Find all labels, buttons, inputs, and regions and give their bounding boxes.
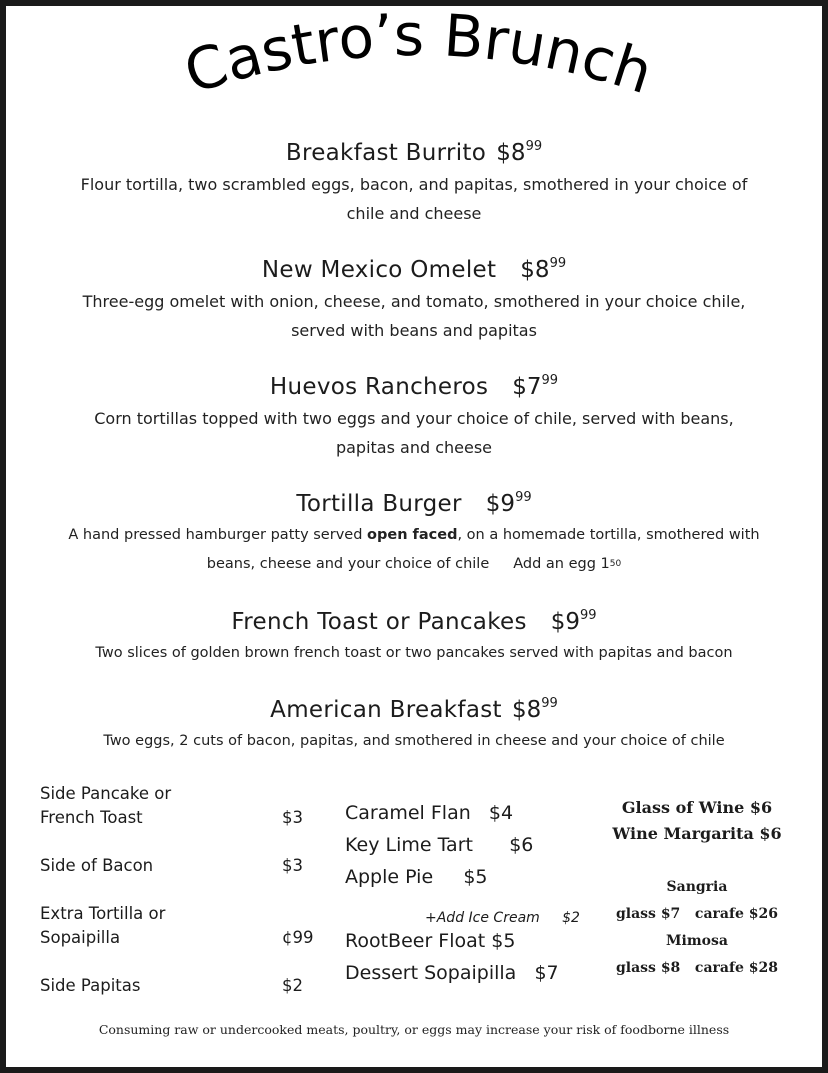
svg-text:Castro’s Brunch bbox=[176, 6, 660, 107]
menu-item-breakfast-burrito bbox=[6, 140, 822, 228]
food-safety-disclaimer: Consuming raw or undercooked meats, poultry, or eggs may increase your risk of foodborne illness bbox=[98, 1022, 730, 1037]
side-item-bacon: Side of Bacon $3 bbox=[40, 854, 310, 878]
menu-title-arc bbox=[6, 6, 822, 146]
menu-item-french-toast-or-pancakes bbox=[6, 609, 822, 668]
side-price: $3 bbox=[282, 856, 303, 875]
menu-title bbox=[6, 6, 822, 146]
dessert-caramel-flan: Caramel Flan $4 bbox=[345, 802, 514, 824]
side-price: $3 bbox=[282, 808, 303, 827]
item-name: New Mexico Omelet bbox=[261, 257, 497, 283]
menu-page bbox=[6, 6, 822, 1067]
dessert-apple-pie: Apple Pie $5 bbox=[345, 866, 488, 888]
item-name: American Breakfast bbox=[270, 697, 502, 723]
item-description: Three-egg omelet with onion, cheese, and tomato, smothered in your choice chile, served with beans and papitas bbox=[82, 292, 746, 340]
item-price: $\$9^{99}$ bbox=[485, 490, 532, 517]
item-price: $\$7^{99}$ bbox=[512, 373, 559, 400]
menu-item-tortilla-burger bbox=[6, 491, 822, 579]
drink-sangria-prices: glass $7 carafe $26 bbox=[616, 906, 778, 922]
item-price: $\$9^{99}$ bbox=[550, 608, 597, 635]
drink-glass-of-wine: Glass of Wine $6 bbox=[621, 798, 773, 817]
drink-wine-margarita: Wine Margarita $6 bbox=[612, 824, 782, 843]
item-description: Flour tortilla, two scrambled eggs, bacon, and papitas, smothered in your choice of chile and cheese bbox=[80, 175, 748, 223]
menu-item-new-mexico-omelet bbox=[6, 257, 822, 345]
dessert-rootbeer-float: RootBeer Float $5 bbox=[345, 930, 516, 952]
item-name: Huevos Rancheros bbox=[269, 374, 489, 400]
add-egg-addon: Add an egg $1^{50}$ bbox=[513, 556, 622, 572]
dessert-sopaipilla: Dessert Sopaipilla $7 bbox=[345, 962, 559, 984]
item-name: Tortilla Burger bbox=[296, 491, 462, 517]
item-price: $\$8^{99}$ bbox=[512, 696, 558, 723]
drink-mimosa-prices: glass $8 carafe $28 bbox=[616, 960, 778, 976]
menu-item-american-breakfast bbox=[6, 697, 822, 756]
drink-sangria-title: Sangria bbox=[666, 879, 728, 895]
side-item-extra-tortilla: Extra Tortilla or Sopaipilla ¢99 bbox=[40, 902, 310, 950]
item-name: French Toast or Pancakes bbox=[231, 609, 527, 635]
side-item-papitas: Side Papitas $2 bbox=[40, 974, 310, 998]
side-price: ¢99 bbox=[282, 928, 314, 947]
item-description: Two eggs, 2 cuts of bacon, papitas, and smothered in cheese and your choice of chile bbox=[103, 733, 725, 749]
ice-cream-addon: +Add Ice Cream $2 bbox=[425, 910, 580, 926]
side-item-pancake-french-toast: Side Pancake or French Toast $3 bbox=[40, 782, 310, 830]
item-name: Breakfast Burrito bbox=[285, 140, 487, 166]
side-price: $2 bbox=[282, 976, 303, 995]
menu-item-huevos-rancheros bbox=[6, 374, 822, 462]
item-description: Corn tortillas topped with two eggs and your choice of chile, served with beans, papitas and cheese bbox=[94, 409, 734, 457]
item-price: $\$8^{99}$ bbox=[496, 139, 543, 166]
item-price: $\$8^{99}$ bbox=[520, 256, 567, 283]
menu-title-text: Castro’s Brunch bbox=[176, 6, 661, 108]
item-description: A hand pressed hamburger patty served open faced, on a homemade tortilla, smothered with beans, cheese and your choice of chile Add an egg $1^{50}$ bbox=[68, 527, 760, 572]
dessert-key-lime-tart: Key Lime Tart $6 bbox=[345, 834, 534, 856]
drink-mimosa-title: Mimosa bbox=[666, 933, 728, 949]
item-description: Two slices of golden brown french toast or two pancakes served with papitas and bacon bbox=[95, 645, 733, 661]
